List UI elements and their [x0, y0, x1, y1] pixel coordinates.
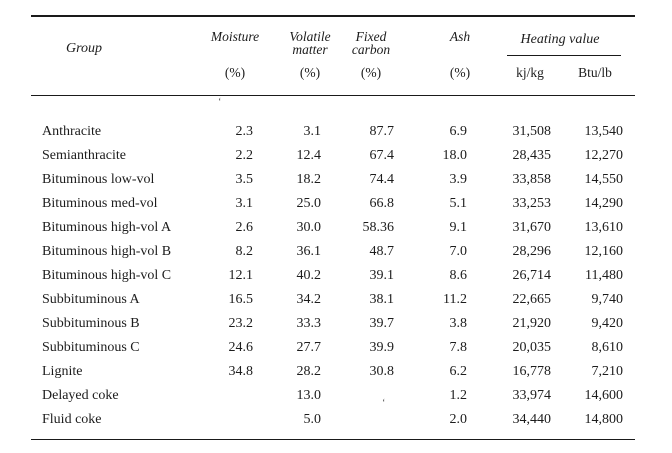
- cell-kj: 20,035: [512, 340, 551, 355]
- header-btu-unit: Btu/lb: [578, 65, 612, 80]
- cell-volatile: 36.1: [296, 244, 321, 259]
- cell-moisture: 3.5: [235, 172, 253, 187]
- cell-ash: 6.2: [449, 364, 467, 379]
- cell-btu: 9,420: [591, 316, 623, 331]
- cell-btu: 14,800: [584, 412, 623, 427]
- cell-group: Subbituminous A: [42, 292, 140, 307]
- header-volatile-line2: matter: [292, 42, 328, 57]
- cell-group: Bituminous high-vol B: [42, 244, 172, 259]
- cell-group: Fluid coke: [42, 412, 102, 427]
- cell-ash: 3.8: [449, 316, 467, 331]
- header-group: Group: [66, 41, 103, 56]
- cell-ash: 6.9: [449, 124, 467, 139]
- cell-kj: 31,508: [512, 124, 551, 139]
- cell-volatile: 40.2: [296, 268, 321, 283]
- cell-btu: 11,480: [585, 268, 623, 283]
- cell-group: Subbituminous B: [42, 316, 140, 331]
- cell-btu: 13,610: [584, 220, 623, 235]
- cell-group: Bituminous med-vol: [42, 196, 158, 211]
- cell-ash: 1.2: [449, 388, 467, 403]
- cell-moisture: 2.6: [235, 220, 253, 235]
- header-ash: Ash: [449, 29, 471, 44]
- heating-value-rule: [507, 55, 621, 56]
- cell-group: Semianthracite: [42, 148, 126, 163]
- cell-fixed: 38.1: [369, 292, 394, 307]
- header-moisture: Moisture: [210, 29, 260, 44]
- cell-volatile: 28.2: [296, 364, 321, 379]
- cell-volatile: 25.0: [296, 196, 321, 211]
- cell-fixed: 74.4: [369, 172, 394, 187]
- cell-fixed: 66.8: [369, 196, 394, 211]
- cell-btu: 7,210: [591, 364, 623, 379]
- cell-btu: 14,600: [584, 388, 623, 403]
- header-fixed-line2: carbon: [351, 42, 391, 57]
- header-heating-value: Heating value: [520, 32, 600, 47]
- cell-ash: 7.0: [449, 244, 467, 259]
- cell-kj: 26,714: [512, 268, 551, 283]
- cell-fixed: 39.7: [369, 316, 394, 331]
- cell-ash: 7.8: [449, 340, 467, 355]
- cell-group: Bituminous high-vol C: [42, 268, 172, 283]
- cell-fixed: 67.4: [369, 148, 394, 163]
- cell-fixed: 48.7: [369, 244, 394, 259]
- cell-btu: 14,550: [584, 172, 623, 187]
- cell-fixed: 39.9: [369, 340, 394, 355]
- cell-group: Anthracite: [42, 124, 102, 139]
- cell-btu: 13,540: [584, 124, 623, 139]
- cell-ash: 2.0: [449, 412, 467, 427]
- cell-ash: 11.2: [443, 292, 467, 307]
- cell-btu: 9,740: [591, 292, 623, 307]
- cell-volatile: 30.0: [296, 220, 321, 235]
- cell-btu: 14,290: [584, 196, 623, 211]
- cell-fixed: 30.8: [369, 364, 394, 379]
- cell-moisture: 23.2: [228, 316, 253, 331]
- cell-group: Bituminous low-vol: [42, 172, 155, 187]
- cell-moisture: 2.2: [235, 148, 253, 163]
- header-fixed-unit: (%): [360, 65, 382, 80]
- cell-btu: 8,610: [591, 340, 623, 355]
- cell-kj: 31,670: [512, 220, 551, 235]
- cell-btu: 12,270: [584, 148, 623, 163]
- cell-ash: 8.6: [449, 268, 467, 283]
- cell-volatile: 5.0: [303, 412, 321, 427]
- cell-kj: 33,858: [512, 172, 551, 187]
- table-top-rule: [31, 15, 635, 17]
- cell-volatile: 27.7: [296, 340, 321, 355]
- cell-moisture: 24.6: [228, 340, 253, 355]
- cell-kj: 33,974: [512, 388, 551, 403]
- cell-ash: 3.9: [449, 172, 467, 187]
- scan-mark: ‘: [218, 97, 222, 108]
- cell-volatile: 33.3: [296, 316, 321, 331]
- cell-moisture: 2.3: [235, 124, 253, 139]
- cell-moisture: 3.1: [235, 196, 253, 211]
- scan-mark: ‘: [382, 398, 386, 409]
- cell-kj: 22,665: [512, 292, 551, 307]
- cell-moisture: 34.8: [228, 364, 253, 379]
- cell-kj: 33,253: [512, 196, 551, 211]
- cell-volatile: 13.0: [296, 388, 321, 403]
- cell-moisture: 16.5: [228, 292, 253, 307]
- cell-kj: 28,435: [512, 148, 551, 163]
- cell-moisture: 12.1: [228, 268, 253, 283]
- header-kj-unit: kj/kg: [516, 65, 544, 80]
- cell-fixed: 39.1: [369, 268, 394, 283]
- cell-group: Lignite: [42, 364, 83, 379]
- header-fixed-line1: Fixed: [355, 29, 387, 44]
- header-volatile-line1: Volatile: [289, 29, 331, 44]
- cell-ash: 9.1: [449, 220, 467, 235]
- table-bottom-rule: [31, 439, 635, 440]
- cell-group: Delayed coke: [42, 388, 119, 403]
- header-moisture-unit: (%): [224, 65, 246, 80]
- cell-kj: 16,778: [512, 364, 551, 379]
- cell-fixed: 87.7: [369, 124, 394, 139]
- cell-group: Subbituminous C: [42, 340, 140, 355]
- cell-btu: 12,160: [584, 244, 623, 259]
- cell-kj: 28,296: [512, 244, 551, 259]
- cell-kj: 34,440: [512, 412, 551, 427]
- header-bottom-rule: [31, 95, 635, 96]
- cell-volatile: 18.2: [296, 172, 321, 187]
- cell-group: Bituminous high-vol A: [42, 220, 172, 235]
- cell-moisture: 8.2: [235, 244, 253, 259]
- cell-kj: 21,920: [512, 316, 551, 331]
- header-ash-unit: (%): [449, 65, 471, 80]
- cell-ash: 18.0: [442, 148, 467, 163]
- cell-ash: 5.1: [449, 196, 467, 211]
- header-volatile-unit: (%): [299, 65, 321, 80]
- cell-volatile: 12.4: [296, 148, 321, 163]
- cell-volatile: 34.2: [296, 292, 321, 307]
- cell-fixed: 58.36: [362, 220, 394, 235]
- cell-volatile: 3.1: [303, 124, 321, 139]
